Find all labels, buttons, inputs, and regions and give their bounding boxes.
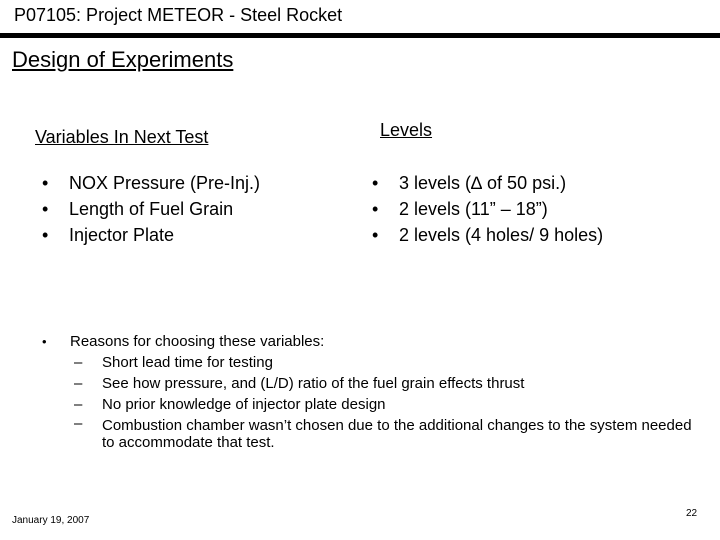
levels-list — [372, 170, 603, 248]
variable-item — [42, 170, 260, 196]
reason-item-text: No prior knowledge of injector plate design — [102, 396, 386, 413]
header-rule — [0, 33, 720, 38]
level-item-text: 3 levels (∆ of 50 psi.) — [399, 173, 567, 193]
reasons-list — [42, 352, 692, 451]
footer-date: January 19, 2007 — [12, 515, 90, 526]
variables-heading: Variables In Next Test — [35, 127, 209, 147]
reasons-label-text: Reasons for choosing these variables: — [70, 333, 325, 350]
reason-item — [42, 415, 692, 451]
reason-item-text: Short lead time for testing — [102, 354, 273, 371]
bullet-glyph: • — [42, 173, 49, 193]
reasons-label — [42, 332, 692, 352]
variable-item — [42, 196, 260, 222]
bullet-glyph: • — [42, 225, 49, 245]
bullet-glyph: • — [372, 225, 379, 245]
dash-glyph: – — [74, 415, 83, 432]
bullet-glyph: • — [372, 199, 379, 219]
level-item-text: 2 levels (11” – 18”) — [399, 199, 548, 219]
variable-item-text: Length of Fuel Grain — [69, 199, 234, 219]
header-title: P07105: Project METEOR - Steel Rocket — [14, 5, 343, 25]
variable-item-text: NOX Pressure (Pre-Inj.) — [69, 173, 261, 193]
reason-item-text: Combustion chamber wasn’t chosen due to the additional changes to the system needed to accommodate that test. — [102, 417, 692, 451]
slide-title: Design of Experiments — [12, 47, 234, 72]
reason-item-text: See how pressure, and (L/D) ratio of the fuel grain effects thrust — [102, 375, 525, 392]
variable-item — [42, 222, 260, 248]
reason-item — [42, 394, 692, 415]
reason-item — [42, 373, 692, 394]
dash-glyph: – — [74, 396, 83, 413]
bullet-glyph: • — [42, 334, 47, 349]
page-number: 22 — [686, 508, 698, 519]
bullet-glyph: • — [42, 199, 49, 219]
level-item-text: 2 levels (4 holes/ 9 holes) — [399, 225, 604, 245]
variable-item-text: Injector Plate — [69, 225, 175, 245]
level-item — [372, 170, 603, 196]
level-item — [372, 222, 603, 248]
reasons-block — [42, 332, 692, 451]
reason-item — [42, 352, 692, 373]
dash-glyph: – — [74, 375, 83, 392]
variables-list — [42, 170, 260, 248]
level-item — [372, 196, 603, 222]
dash-glyph: – — [74, 354, 83, 371]
bullet-glyph: • — [372, 173, 379, 193]
levels-heading: Levels — [380, 120, 433, 140]
